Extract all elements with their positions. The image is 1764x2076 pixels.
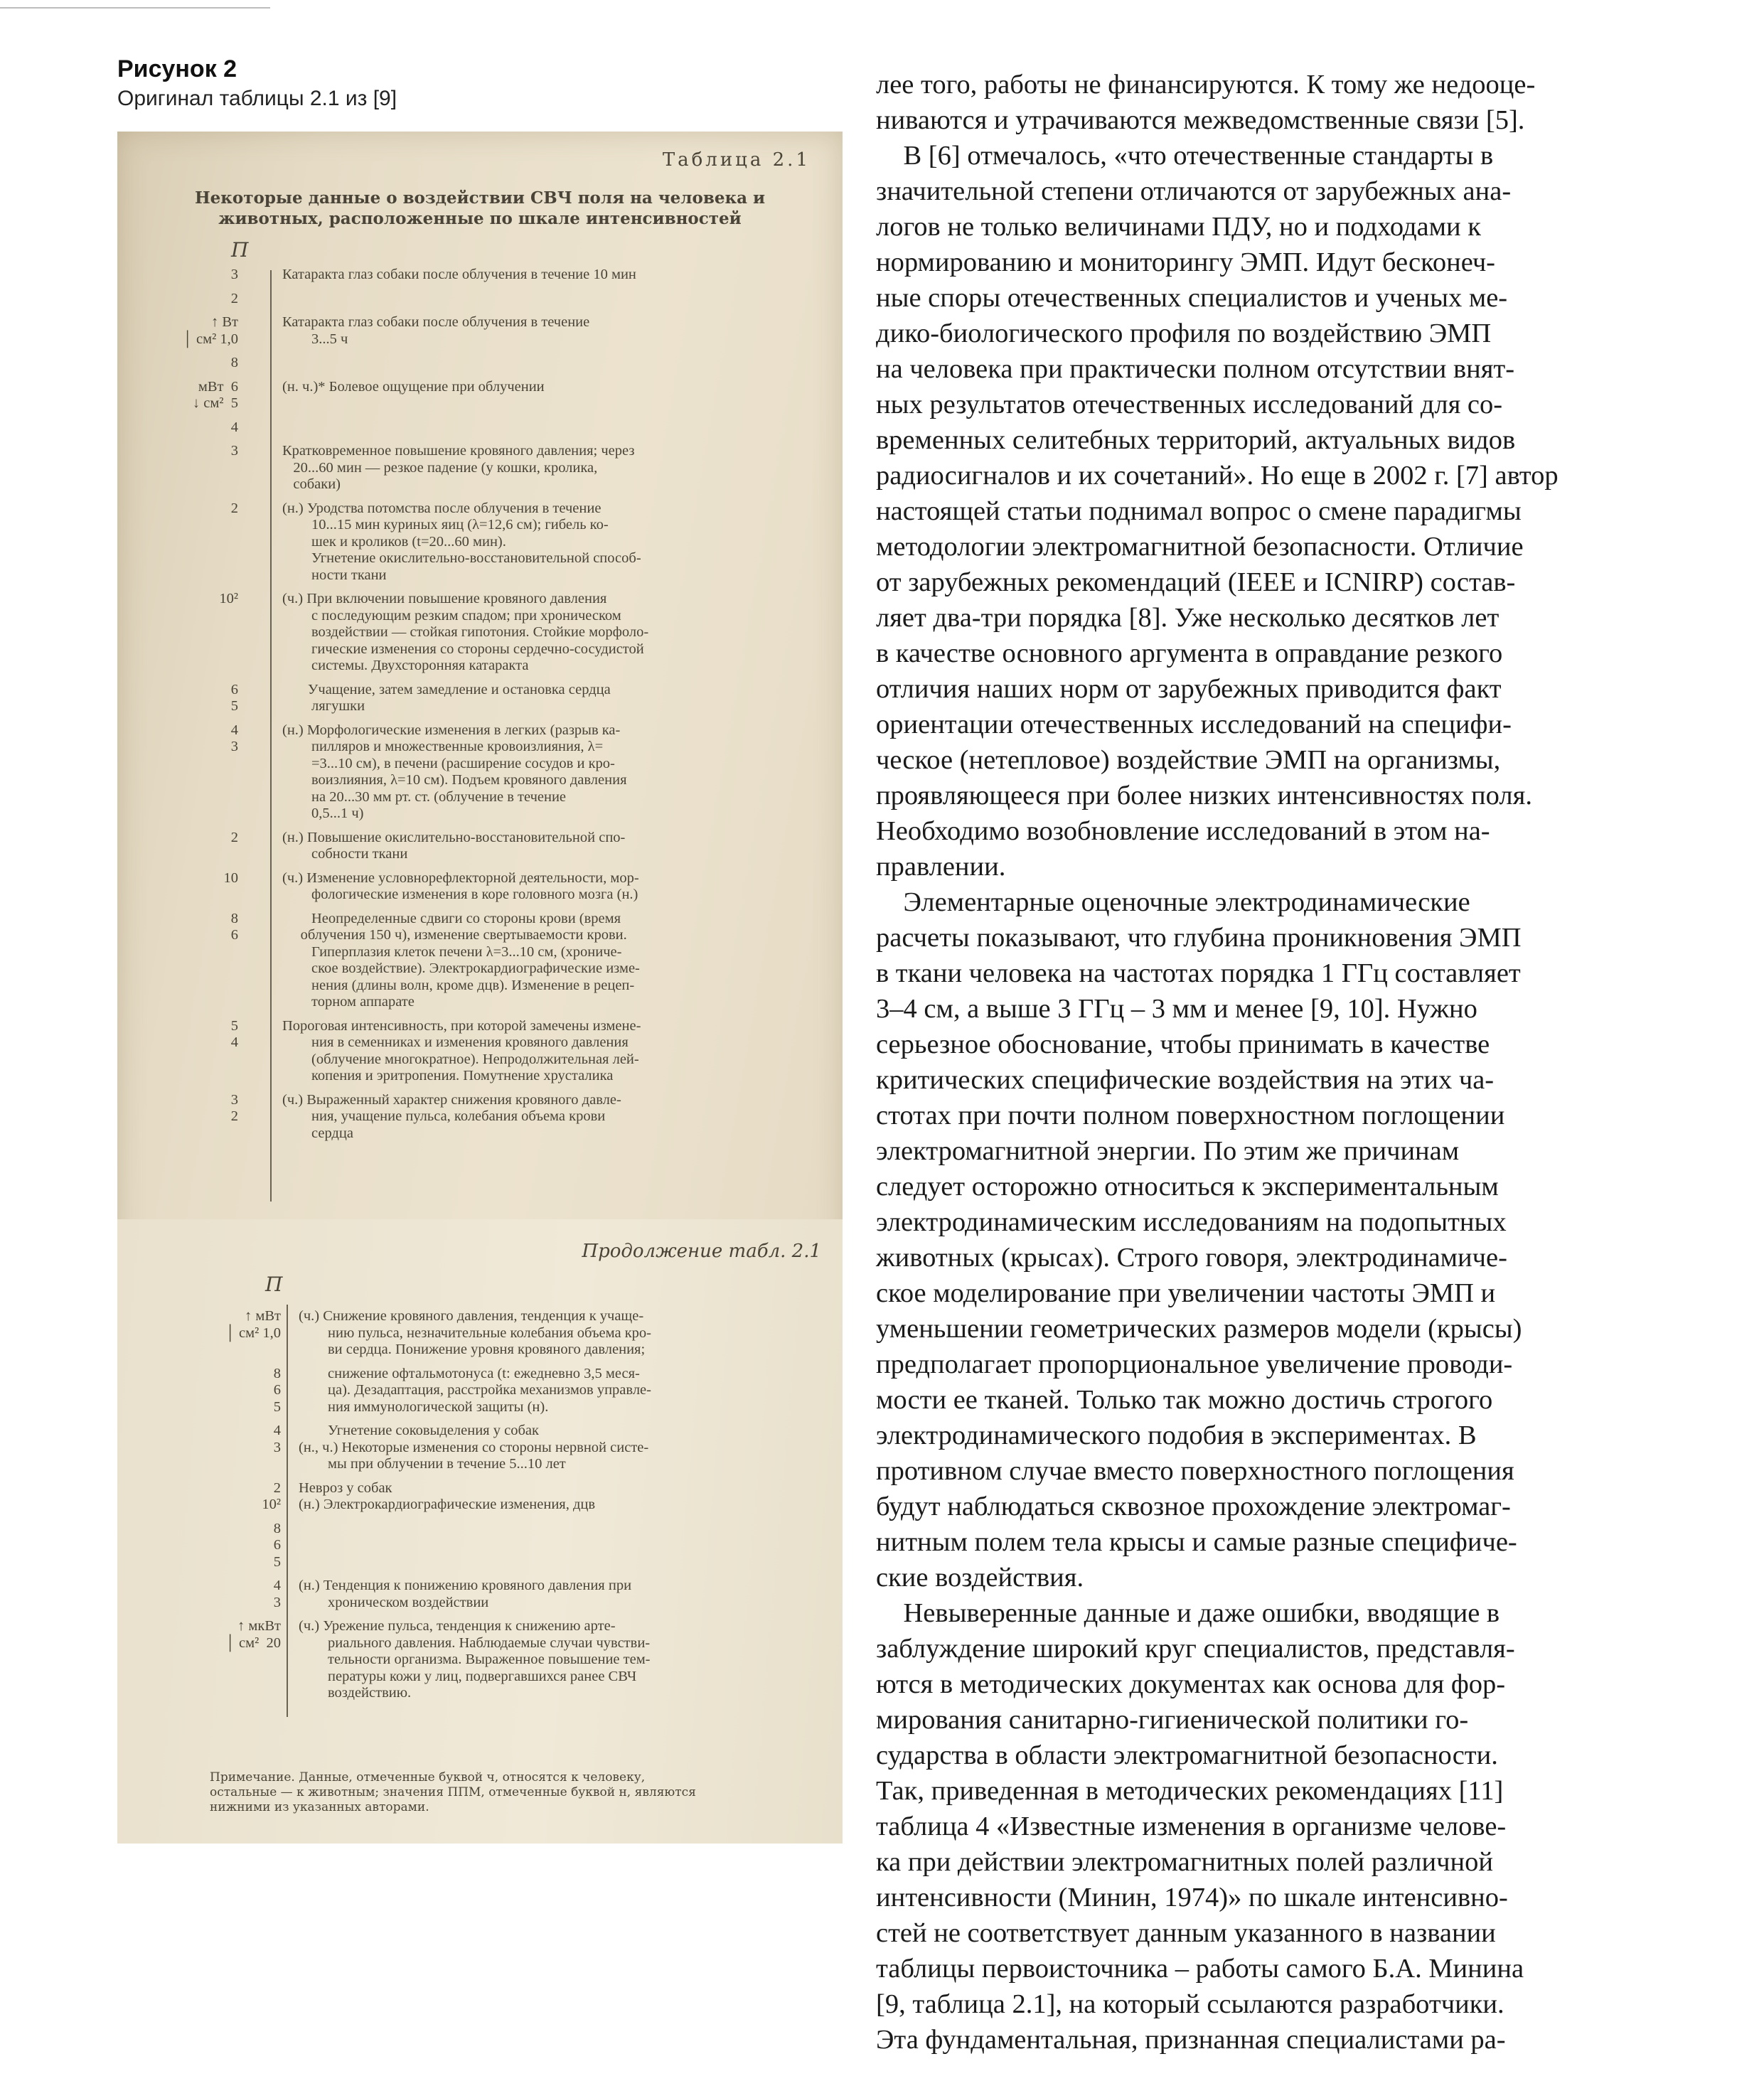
text-line: предполагает пропорциональное увеличение проводи- [876,1349,1513,1379]
text-line: 3–4 см, а выше 3 ГГц – 3 мм и менее [9, 10]. Нужно [876,994,1477,1024]
text-line: электродинамического подобия в экспериментах. В [876,1420,1477,1450]
article-column [876,67,1601,2058]
text-line: Необходимо возобновление исследований в этом на- [876,816,1490,846]
text-line: Эта фундаментальная, признанная специалистами ра- [876,2025,1506,2055]
text-line: критических специфические воздействия на этих ча- [876,1065,1495,1095]
scale-value: 3 [230,267,238,282]
text-line: стей не соответствует данным указанного в названии [876,1918,1496,1948]
scale-value: 6 5 [230,681,238,714]
text-line: ляет два-три порядка [8]. Уже несколько десятков лет [876,603,1500,633]
text-line: Так, приведенная в методических рекомендациях [11] [876,1776,1504,1806]
scale-value: 4 3 [273,1423,281,1455]
effect-description: (н.) Уродства потомства после облучения в течение 10...15 мин куриных яиц (λ=12,6 см); гибель ко- шек и кроликов (t=20...60 мин). Угнетение окислительно-восстановительной способ- ности ткани [282,500,641,583]
text-line: методологии электромагнитной безопасности. Отличие [876,532,1524,562]
text-line: радиосигналов и их сочетаний». Но еще в 2002 г. [7] автор [876,461,1559,491]
scale-value: 10² [219,591,238,606]
scale-value: 10 [223,870,238,886]
text-line: будут наблюдаться сквозное прохождение электромаг- [876,1492,1511,1521]
text-line: временных селитебных территорий, актуальных видов [876,425,1516,455]
p-symbol: П [231,238,249,262]
table-title: Некоторые данные о воздействии СВЧ поля на человека и животных, расположенные по шкале интенсивностей [194,188,766,228]
scale-value: 3 [230,443,238,459]
text-line: мости ее тканей. Только так можно достичь строгого [876,1385,1493,1415]
text-line: дико-биологического профиля по воздействию ЭМП [876,319,1492,348]
text-line: ориентации отечественных исследований на специфи- [876,710,1512,739]
scale-value: 5 4 [230,1017,238,1050]
scale-value: ↑ мкВт │ см² 20 [225,1618,281,1651]
effect-description: Неопределенные сдвиги со стороны крови (время облучения 150 ч), изменение свертываемости крови. Гиперплазия клеток печени λ=3...10 см, (хрониче- ское воздействие). Электрокардиографические изме- нения (длины волн, кроме дцв). Изменение в рецеп- торном аппарате [300,910,640,1010]
text-line: сударства в области электромагнитной безопасности. [876,1740,1498,1770]
text-line: от зарубежных рекомендаций (IEEE и ICNIRP) состав- [876,567,1516,597]
figure-label: Рисунок 2 [117,55,237,82]
effect-description: (н. ч.)* Болевое ощущение при облучении [282,378,545,395]
effect-description: снижение офтальмотонуса (t: ежедневно 3,5 меся- ца). Дезадаптация, расстройка механизмов управле- ния иммунологической защиты (н). [328,1365,651,1415]
text-line: в ткани человека на частотах порядка 1 ГГц составляет [876,958,1521,988]
scale-value: 4 3 [273,1578,281,1610]
text-line: ных результатов отечественных исследований для со- [876,390,1503,419]
text-line: Невыверенные данные и даже ошибки, вводящие в [876,1598,1500,1628]
effect-description: (ч.) Снижение кровяного давления, тенденция к учаще- нию пульса, незначительные колебания объема кро- ви сердца. Понижение уровня кровяного давления; [299,1308,651,1357]
scale-value: ↑ Вт │ см² 1,0 [182,314,238,347]
effect-description: Невроз у собак (н.) Электрокардиографические изменения, дцв [299,1480,596,1512]
effect-description: (н.) Морфологические изменения в легких (разрыв ка- пилляров и множественные кровоизлияния, λ= =3...10 см), в печени (расширение сосудов и кро- воизлияния, λ=10 см). Подъем кровяного давления на 20...30 мм рт. ст. (облучение в течение 0,5...1 ч) [282,722,627,821]
text-line: ские воздействия. [876,1563,1084,1593]
text-line: отличия наших норм от зарубежных приводится факт [876,674,1502,704]
scale-value: мВт 6 ↓ см² 5 [192,378,238,411]
effect-description: (ч.) Изменение условнорефлекторной деятельности, мор- фологические изменения в коре головного мозга (н.) [282,870,639,902]
text-line: значительной степени отличаются от зарубежных ана- [876,176,1512,206]
scale-value: 4 [230,419,238,435]
scale-value: 2 [230,290,238,306]
table-note: Примечание. Данные, отмеченные буквой ч, относятся к человеку, остальные — к животным; значения ППМ, отмеченные буквой н, являются нижними из указанных авторами. [210,1770,696,1814]
text-line: противном случае вместо поверхностного поглощения [876,1456,1514,1486]
effect-description: (н.) Повышение окислительно-восстановительной спо- собности ткани [282,829,626,862]
scale-value: 8 6 5 [273,1365,281,1415]
scale-value: 8 6 5 [273,1520,281,1570]
text-line: ются в методических документах как основа для фор- [876,1669,1506,1699]
scale-line-2 [287,1305,288,1717]
scale-value: 2 [230,500,238,516]
text-line: таблицы первоисточника – работы самого Б.А. Минина [876,1954,1524,1984]
effect-description: (ч.) Урежение пульса, тенденция к снижению арте- риального давления. Наблюдаемые случаи чувстви- тельности организма. Выраженное повышение тем- пературы кожи у лиц, подвергавшихся ранее СВЧ воздействию. [299,1618,651,1701]
text-line: лее того, работы не финансируются. К тому же недооце- [876,70,1536,100]
text-line: Элементарные оценочные электродинамические [876,887,1470,917]
p-symbol-2: П [265,1273,283,1296]
text-line: ка при действии электромагнитных полей различной [876,1847,1493,1877]
effect-description: Катаракта глаз собаки после облучения в течение 3...5 ч [282,314,590,347]
figure-caption: Оригинал таблицы 2.1 из [9] [117,87,397,110]
text-line: нитным полем тела крысы и самые разные специфиче- [876,1527,1517,1557]
scale-value: 8 6 [230,910,238,943]
text-line: животных (крысах). Строго говоря, электродинамиче- [876,1243,1507,1273]
effect-description: Пороговая интенсивность, при которой замечены измене- ния в семенниках и изменения кровяного давления (облучение многократное). Непродолжительная лей- копения и эритропения. Помутнение хрусталика [282,1017,641,1084]
text-line: мирования санитарно-гигиенической политики го- [876,1705,1469,1735]
text-line: ское моделирование при увеличении частоты ЭМП и [876,1278,1496,1308]
text-line: серьезное обоснование, чтобы принимать в качестве [876,1029,1490,1059]
table-number: Таблица 2.1 [662,149,811,171]
continuation-label: Продолжение табл. 2.1 [582,1241,821,1262]
effect-description: (ч.) Выраженный характер снижения кровяного давле- ния, учащение пульса, колебания объема крови сердца [282,1091,621,1141]
effect-description: Кратковременное повышение кровяного давления; через 20...60 мин — резкое падение (у кошки, кролика, собаки) [282,443,635,492]
text-line: заблуждение широкий круг специалистов, представля- [876,1634,1515,1664]
text-line: [9, таблица 2.1], на который ссылаются разработчики. [876,1989,1504,2019]
effect-description: Катаракта глаз собаки после облучения в течение 10 мин [282,267,636,282]
text-line: интенсивности (Минин, 1974)» по шкале интенсивно- [876,1883,1508,1912]
text-line: электродинамическим исследованиям на подопытных [876,1207,1507,1237]
scale-value: ↑ мВт │ см² 1,0 [225,1308,281,1341]
scale-line [270,270,272,1202]
scale-value: 2 10² [262,1480,281,1512]
text-line: электромагнитной энергии. По этим же причинам [876,1136,1460,1166]
text-line: стотах при почти полном поверхностном поглощении [876,1101,1505,1130]
scanned-table-image [117,132,843,1844]
effect-description: (ч.) При включении повышение кровяного давления с последующим резким спадом; при хроническом воздействии — стойкая гипотония. Стойкие морфоло- гические изменения со стороны сердечно-сосудистой системы. Двухсторонняя катаракта [282,591,649,673]
text-line: ные споры отечественных специалистов и ученых ме- [876,283,1508,313]
text-line: таблица 4 «Известные изменения в организме челове- [876,1812,1507,1841]
text-line: на человека при практически полном отсутствии внят- [876,354,1515,384]
text-line: проявляющееся при более низких интенсивностях поля. [876,781,1532,810]
text-line: в качестве основного аргумента в оправдание резкого [876,638,1503,668]
text-line: ниваются и утрачиваются межведомственные связи [5]. [876,105,1525,135]
text-line: настоящей статьи поднимал вопрос о смене парадигмы [876,496,1522,526]
text-line: следует осторожно относиться к экспериментальным [876,1172,1499,1202]
effect-description: Угнетение соковыделения у собак (н., ч.) Некоторые изменения со стороны нервной систе- мы при облучении в течение 5...10 лет [299,1423,649,1472]
text-line: правлении. [876,852,1006,882]
text-line: расчеты показывают, что глубина проникновения ЭМП [876,923,1522,953]
effect-description: Учащение, затем замедление и остановка сердца лягушки [307,681,611,714]
scale-value: 4 3 [230,722,238,754]
text-line: ческое (нетепловое) воздействие ЭМП на организмы, [876,745,1501,775]
effect-description: (н.) Тенденция к понижению кровяного давления при хроническом воздействии [299,1578,632,1610]
scale-value: 3 2 [230,1091,238,1124]
text-line: нормированию и мониторингу ЭМП. Идут бесконеч- [876,247,1496,277]
text-line: В [6] отмечалось, «что отечественные стандарты в [876,141,1494,171]
text-line: логов не только величинами ПДУ, но и подходами к [876,212,1481,242]
scale-value: 8 [230,355,238,370]
scale-value: 2 [230,829,238,845]
text-line: уменьшении геометрических размеров модели (крысы) [876,1314,1522,1344]
header-rule [0,7,270,9]
